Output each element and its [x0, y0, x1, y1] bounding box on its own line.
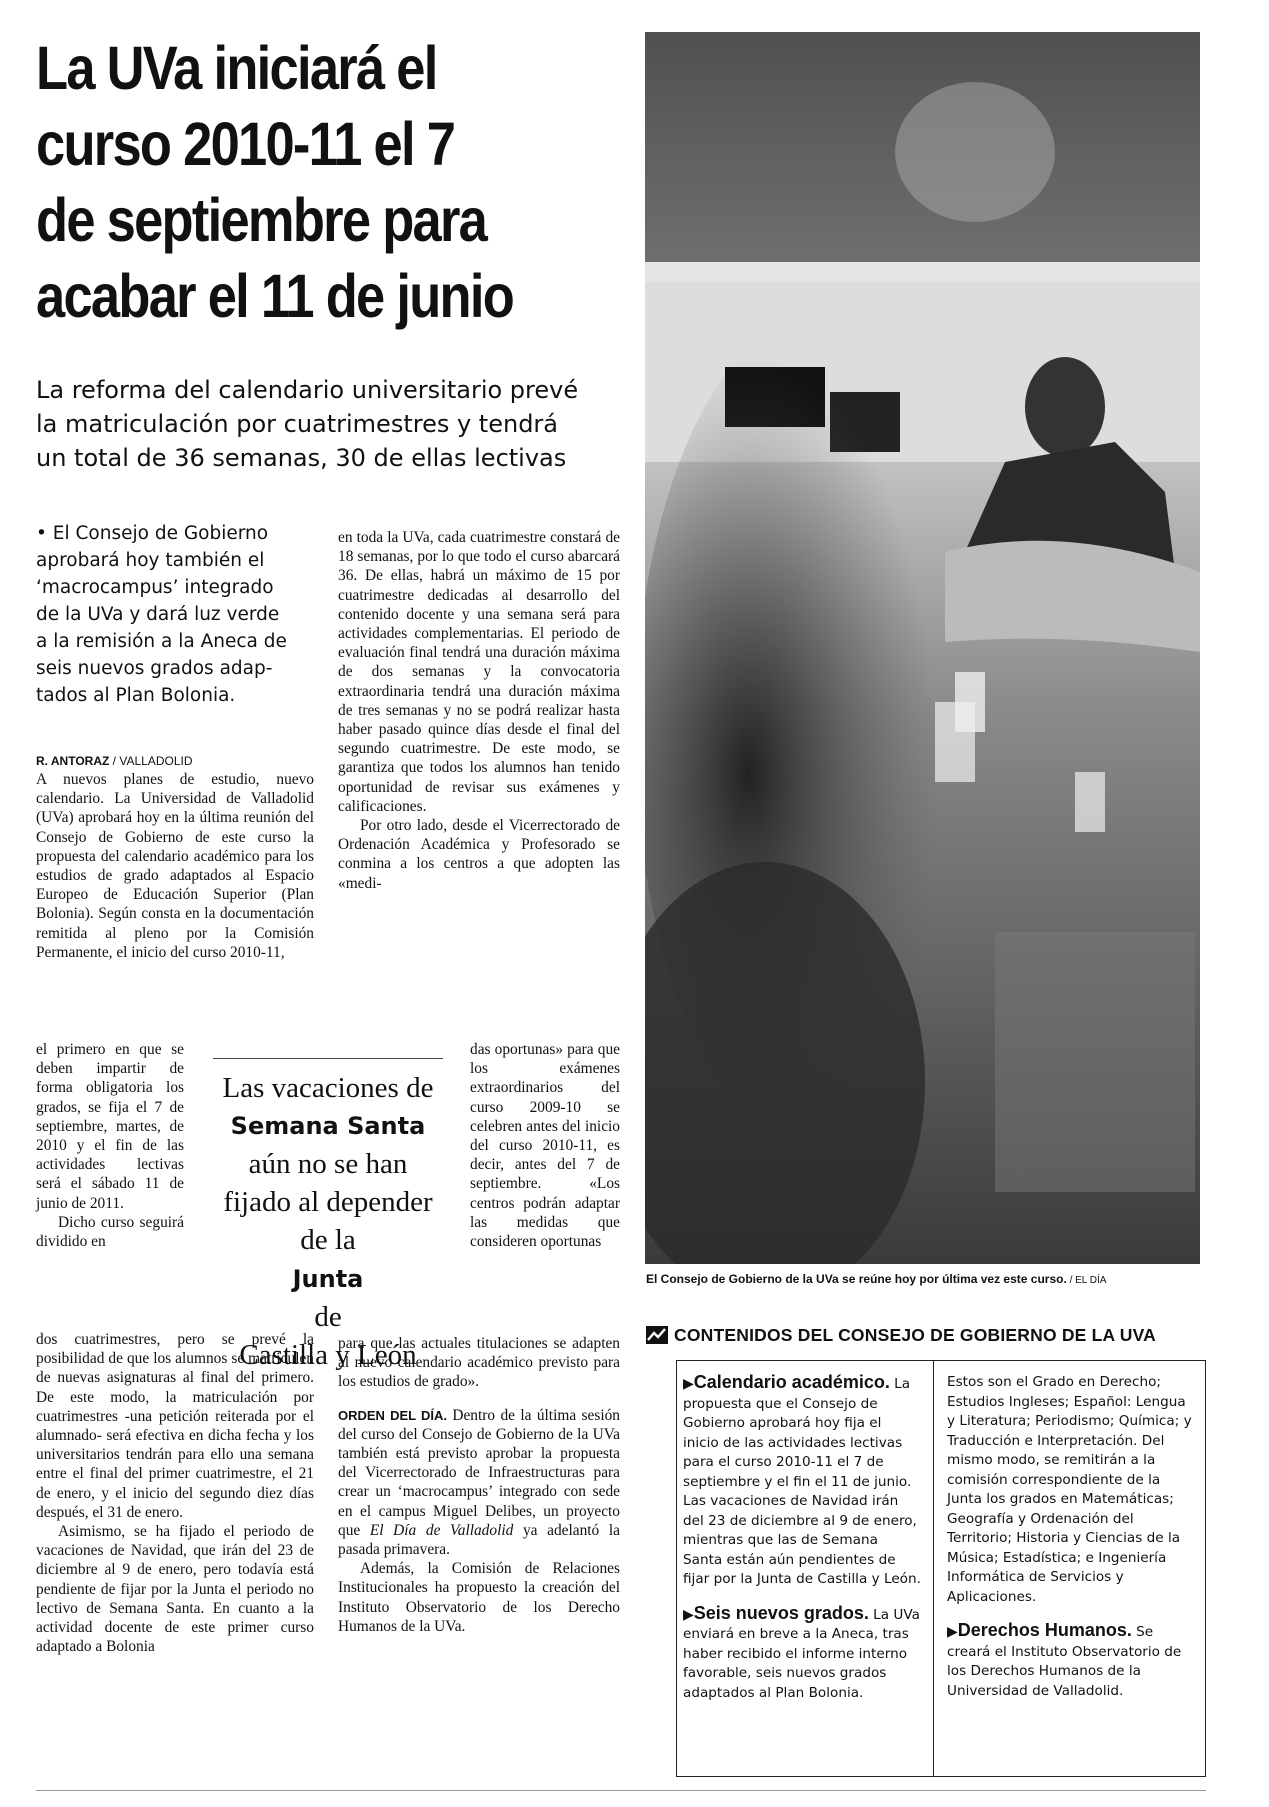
lead-summary [36, 520, 321, 709]
quote-rule [213, 1058, 443, 1059]
arrow-icon: ▶ [683, 1606, 694, 1623]
article-column-1-narrow [36, 1040, 184, 1251]
article-paragraph: el primero en que se deben impartir de forma obligatoria los grados, se fija el 7 de septiembre, martes, de 2010 y el fin de las actividades lectivas será el sábado 11 de junio de 2011. [36, 1041, 184, 1212]
arrow-icon: ▶ [683, 1376, 694, 1392]
lead-line: seis nuevos grados adap- [36, 658, 273, 679]
arrow-icon: ▶ [947, 1624, 958, 1640]
quote-line: Las vacaciones de [222, 1072, 434, 1104]
info-item-text: Se creará el Instituto Observatorio de los Derechos Humanos de la Universidad de Valladolid. [947, 1624, 1182, 1699]
article-column-2-top [338, 528, 620, 893]
info-box-left-column [683, 1373, 921, 1703]
lead-line: aprobará hoy también el [36, 550, 265, 571]
quote-text: de [314, 1301, 342, 1333]
article-photo [645, 32, 1200, 1264]
headline [36, 30, 552, 334]
info-box-title-text: CONTENIDOS DEL CONSEJO DE GOBIERNO DE LA UVA [674, 1325, 1157, 1345]
lead-line: ‘macrocampus’ integrado [36, 577, 274, 598]
newspaper-name: El Día de Valladolid [369, 1521, 514, 1539]
article-paragraph: das oportunas» para que los exámenes extraordinarios del curso 2009-10 se celebren antes del inicio del curso 2010-11, es decir, antes del 7 de septiembre. «Los centros podrán adaptar las medidas que consideren oportunas [470, 1041, 620, 1251]
info-item-text: La UVa enviará en breve a la Aneca, tras haber recibido el informe interno favorable, seis nuevos grados adaptados al Plan Bolonia. [683, 1606, 920, 1701]
subhead-line: un total de 36 semanas, 30 de ellas lectivas [36, 444, 567, 472]
article-paragraph: para que las actuales titulaciones se adapten al nuevo calendario académico previsto para los estudios de grado». [338, 1335, 620, 1391]
info-item-title: Calendario académico. [693, 1372, 890, 1392]
section-label: ORDEN DEL DÍA. [338, 1407, 447, 1423]
subhead-line: La reforma del calendario universitario prevé [36, 376, 579, 404]
article-column-2-bottom [338, 1334, 620, 1636]
article-column-1-top [36, 770, 314, 962]
caption-text: El Consejo de Gobierno de la UVa se reúne hoy por última vez este curso. [646, 1272, 1067, 1286]
photo-caption [646, 1272, 1206, 1286]
headline-line: acabar el 11 de junio [36, 262, 514, 330]
quote-line [203, 1221, 453, 1336]
paragraph-text: ya adelantó la pasada primavera. [338, 1521, 620, 1559]
article-paragraph: Además, la Comisión de Relaciones Institucionales ha propuesto la creación del Instituto Observatorio de los Derecho Humanos de la UVa. [338, 1560, 620, 1635]
info-item-grados [683, 1604, 921, 1704]
pull-quote [203, 1058, 453, 1374]
byline-location: / VALLADOLID [109, 754, 193, 768]
lead-line: a la remisión a la Aneca de [36, 631, 287, 652]
article-paragraph: A nuevos planes de estudio, nuevo calendario. La Universidad de Valladolid (UVa) aprobará hoy en la última reunión del Consejo de Gobierno de este curso la propuesta del calendario académico para los estudios de grado adaptados al Espacio Europeo de Educación Superior (Plan Bolonia). Según consta en la documentación remitida al pleno por la Comisión Permanente, el inicio del curso 2010-11, [36, 771, 314, 961]
article-column-2-narrow [470, 1040, 620, 1251]
info-box-right-column [947, 1373, 1192, 1701]
article-paragraph: Por otro lado, desde el Vicerrectorado de Ordenación Académica y Profesorado se conmina a los centros a que adopten las «medi- [338, 817, 620, 892]
info-item-text: La propuesta que el Consejo de Gobierno aprobará hoy fija el inicio de las actividades lectivas para el curso 2010-11 el 7 de septiembre y el fin el 11 de junio. Las vacaciones de Navidad irán del 23 de diciembre al 9 de enero, mientras que las de Semana Santa están aún pendientes de fijar por la Junta de Castilla y León. [683, 1376, 921, 1587]
photo-credit: / EL DÍA [1066, 1275, 1107, 1286]
lead-line: • El Consejo de Gobierno [36, 523, 269, 544]
lead-line: tados al Plan Bolonia. [36, 685, 236, 706]
quote-line: Semana Santa [230, 1112, 426, 1140]
byline [36, 754, 193, 768]
headline-line: de septiembre para [36, 186, 487, 254]
quote-text-bold: Junta [292, 1265, 364, 1293]
paragraph-text: Dentro de la última sesión del curso del Consejo de Gobierno de la UVa también está previsto aprobar la propuesta del Vicerrectorado de Infraestructuras para crear un ‘macrocampus’ integrado con sede en el campus Miguel Delibes, un proyecto que [338, 1406, 620, 1539]
quote-line: fijado al depender [223, 1186, 433, 1218]
chart-icon [646, 1326, 668, 1344]
quote-line: aún no se han [248, 1148, 408, 1180]
info-item-derechos [947, 1621, 1192, 1701]
article-paragraph: en toda la UVa, cada cuatrimestre constará de 18 semanas, por lo que todo el curso abarcará 36. De ellas, habrá un máximo de 15 por cuatrimestre dedicadas al desarrollo del contenido docente y una semana será para actividades complementarias. El periodo de evaluación final tendrá una duración máxima de dos semanas y la convocatoria extraordinaria tendrá una duración máxima de tres semanas y no se podrá realizar hasta haber pasado quince días desde el final del segundo cuatrimestre. De este modo, se garantiza que todos los alumnos han tenido oportunidad de revisar sus exámenes y calificaciones. [338, 529, 620, 815]
quote-line: Castilla y León [239, 1339, 417, 1371]
article-paragraph [338, 1406, 620, 1560]
info-item-title: Seis nuevos grados. [693, 1602, 869, 1623]
info-item-title: Derechos Humanos. [957, 1620, 1132, 1640]
info-item-text: Estos son el Grado en Derecho; Estudios Ingleses; Español: Lengua y Literatura; Periodismo; Química; y Traducción e Interpretación. Del mismo modo, se remitirán a la comisión correspondiente de la Junta los grados en Matemáticas; Geografía y Ordenación del Territorio; Historia y Ciencias de la Música; Estadística; e Ingeniería Informática de Servicios y Aplicaciones. [947, 1374, 1192, 1605]
article-paragraph: Asimismo, se ha fijado el periodo de vacaciones de Navidad, que irán del 23 de diciembre al 9 de enero, pero todavía está pendiente de fijar por la Junta el periodo no lectivo de Semana Santa. En cuanto a la actividad docente de este primer curso adaptado a Bolonia [36, 1523, 314, 1656]
headline-line: La UVa iniciará el [36, 34, 437, 102]
byline-author: R. ANTORAZ [36, 754, 110, 768]
article-paragraph: dos cuatrimestres, pero se prevé la posibilidad de que los alumnos se matriculen de nuevas asignaturas al final del primero. De este modo, la matriculación por cuatrimestres -una petición reiterada por el alumnado- será efectiva en dicha fecha y los universitarios tendrán para ello una semana entre el final del primer cuatrimestre, el 21 de enero, y el inicio del segundo diez días después, el 31 de enero. [36, 1331, 314, 1521]
info-box-title [646, 1325, 1206, 1346]
article-column-1-bottom [36, 1330, 314, 1656]
info-box [676, 1360, 1206, 1777]
info-item-calendario [683, 1373, 921, 1590]
lead-line: de la UVa y dará luz verde [36, 604, 280, 625]
quote-text: de la [300, 1224, 356, 1256]
subheadline [36, 373, 636, 475]
article-paragraph: Dicho curso seguirá dividido en [36, 1213, 184, 1251]
subhead-line: la matriculación por cuatrimestres y tendrá [36, 410, 558, 438]
bottom-rule [36, 1790, 1206, 1791]
headline-line: curso 2010-11 el 7 [36, 110, 455, 178]
box-divider [933, 1361, 934, 1776]
